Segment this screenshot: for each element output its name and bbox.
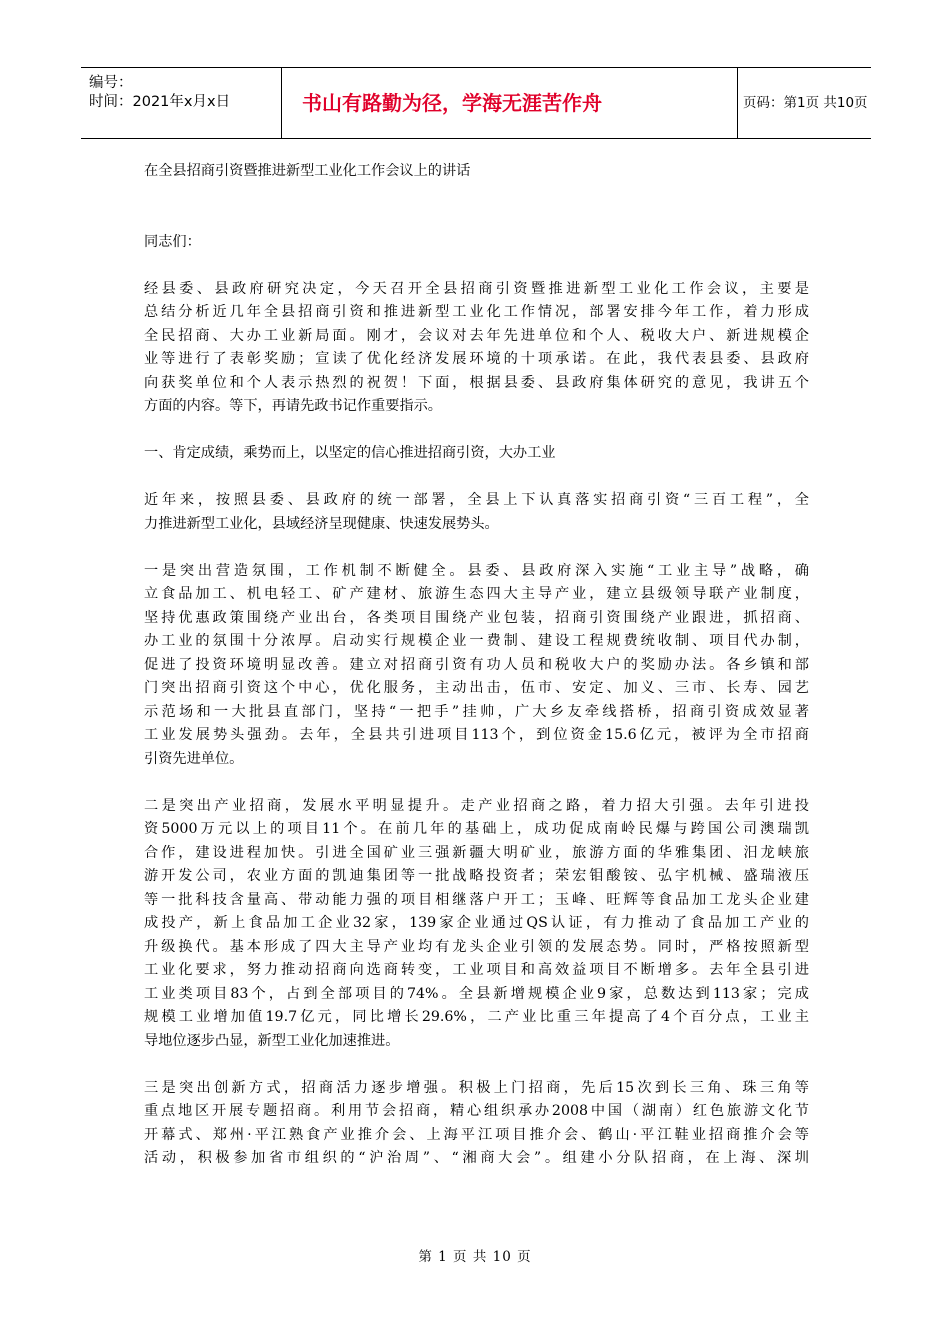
paragraph-point-one (144, 560, 809, 772)
paragraph-line: 总结分析近几年全县招商引资和推进新型工业化工作情况，部署安排今年工作，着力形成 (144, 304, 809, 320)
paragraph-line: 经县委、县政府研究决定，今天召开全县招商引资暨推进新型工业化工作会议，主要是 (144, 280, 809, 297)
paragraph-line: 近年来，按照县委、县政府的统一部署，全县上下认真落实招商引资“三百工程”，全 (144, 492, 809, 508)
paragraph-line: 全民招商、大办工业新局面。刚才，会议对去年先进单位和个人、税收大户、新进规模企 (144, 327, 809, 344)
paragraph-line: 导地位逐步凸显，新型工业化加速推进。 (144, 1032, 400, 1049)
paragraph-line: 工业发展势头强劲。去年，全县共引进项目113个，到位资金15.6亿元，被评为全市招商 (144, 727, 809, 743)
page-header (81, 67, 871, 139)
document-title: 在全县招商引资暨推进新型工业化工作会议上的讲话 (144, 163, 471, 179)
paragraph-line: 引资先进单位。 (144, 750, 244, 767)
header-meta-cell (81, 68, 282, 138)
paragraph-line: 工业化要求，努力推动招商向选商转变，工业项目和高效益项目不断增多。去年全县引进 (144, 962, 809, 978)
paragraph-line: 向获奖单位和个人表示热烈的祝贺！下面，根据县委、县政府集体研究的意见，我讲五个 (144, 374, 809, 391)
paragraph-line: 立食品加工、机电轻工、矿产建材、旅游生态四大主导产业，建立县级领导联产业制度， (144, 586, 809, 602)
paragraph-line: 方面的内容。等下，再请先政书记作重要指示。 (144, 398, 442, 414)
paragraph-line: 资5000万元以上的项目11个。在前几年的基础上，成功促成南岭民爆与跨国公司澳瑞凯 (144, 821, 809, 837)
paragraph-line: 力推进新型工业化，县域经济呈现健康、快速发展势头。 (144, 515, 499, 532)
paragraph-line: 三是突出创新方式，招商活力逐步增强。积极上门招商，先后15次到长三角、珠三角等 (144, 1079, 809, 1096)
header-page-code: 页码：第1页 共10页 (743, 95, 868, 111)
paragraph-line: 合作，建设进程加快。引进全国矿业三强新疆大明矿业，旅游方面的华雅集团、汨龙峡旅 (144, 844, 809, 861)
paragraph-line: 促进了投资环境明显改善。建立对招商引资有功人员和税收大户的奖励办法。各乡镇和部 (144, 656, 809, 673)
paragraph-intro (144, 278, 809, 419)
paragraph-line: 规模工业增加值19.7亿元，同比增长29.6%，二产业比重三年提高了4个百分点，工业主 (144, 1009, 809, 1025)
document-time-label: 时间：2021年x月x日 (89, 94, 231, 110)
paragraph-line: 工业类项目83个，占到全部项目的74%。全县新增规模企业9家，总数达到113家；完成 (144, 985, 809, 1002)
paragraph-point-three (144, 1077, 809, 1171)
paragraph-line: 活动，积极参加省市组织的“沪治周”、“湘商大会”。组建小分队招商，在上海、深圳 (144, 1150, 809, 1166)
paragraph-line: 成投产，新上食品加工企业32家，139家企业通过QS认证，有力推动了食品加工产业的 (144, 915, 809, 931)
paragraph-line: 业等进行了表彰奖励；宣读了优化经济发展环境的十项承诺。在此，我代表县委、县政府 (144, 351, 809, 367)
document-number-label: 编号： (89, 75, 133, 91)
paragraph-overview (144, 489, 809, 536)
paragraph-line: 游开发公司，农业方面的凯迪集团等一批战略投资者；荣宏钼酸铵、弘宇机械、盛瑞液压 (144, 868, 809, 884)
paragraph-line: 开幕式、郑州·平江熟食产业推介会、上海平江项目推介会、鹤山·平江鞋业招商推介会等 (144, 1126, 809, 1143)
header-motto-cell (281, 68, 738, 138)
paragraph-line: 一是突出营造氛围，工作机制不断健全。县委、县政府深入实施“工业主导”战略，确 (144, 562, 809, 579)
paragraph-line: 门突出招商引资这个中心，优化服务，主动出击，伍市、安定、加义、三市、长寿、园艺 (144, 680, 809, 696)
document-body (144, 160, 809, 1171)
paragraph-point-two (144, 795, 809, 1054)
section-heading: 一、肯定成绩，乘势而上，以坚定的信心推进招商引资，大办工业 (144, 445, 556, 461)
paragraph-line: 等一批科技含量高、带动能力强的项目相继落户开工；玉峰、旺辉等食品加工龙头企业建 (144, 891, 809, 908)
paragraph-line: 升级换代。基本形成了四大主导产业均有龙头企业引领的发展态势。同时，严格按照新型 (144, 938, 809, 955)
header-page-cell (737, 68, 871, 138)
paragraph-line: 办工业的氛围十分浓厚。启动实行规模企业一费制、建设工程规费统收制、项目代办制， (144, 633, 809, 649)
paragraph-line: 坚持优惠政策围绕产业出台，各类项目围绕产业包装，招商引资围绕产业跟进，抓招商、 (144, 609, 809, 626)
header-motto: 书山有路勤为径，学海无涯苦作舟 (302, 91, 602, 115)
page-footer: 第 1 页 共 10 页 (418, 1249, 532, 1265)
salutation: 同志们： (144, 233, 201, 250)
paragraph-line: 示范场和一大批县直部门，坚持“一把手”挂帅，广大乡友牵线搭桥，招商引资成效显著 (144, 703, 809, 720)
paragraph-line: 二是突出产业招商，发展水平明显提升。走产业招商之路，着力招大引强。去年引进投 (144, 797, 809, 814)
paragraph-line: 重点地区开展专题招商。利用节会招商，精心组织承办2008中国（湖南）红色旅游文化节 (144, 1103, 809, 1119)
